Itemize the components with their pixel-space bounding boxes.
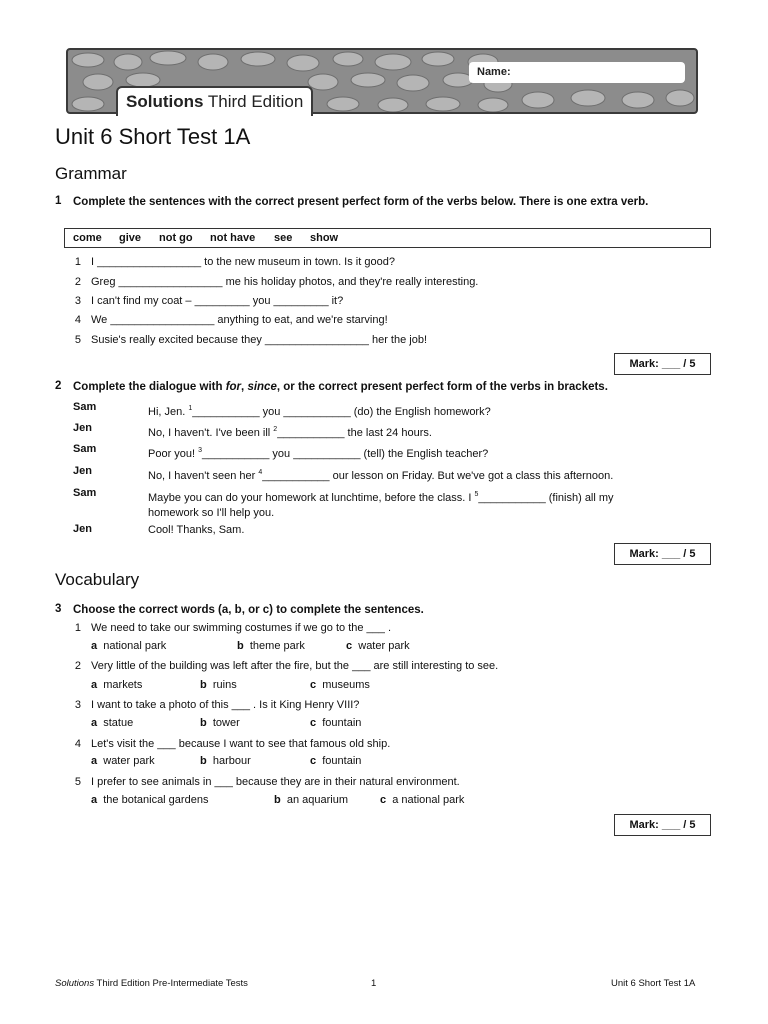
item-number: 2 <box>74 276 81 288</box>
item-number: 5 <box>74 334 81 346</box>
word: show <box>310 232 339 244</box>
option-letter: c <box>310 717 317 729</box>
question-instruction <box>73 380 693 395</box>
option-a[interactable] <box>91 679 142 691</box>
gap-number: 1 <box>188 405 193 412</box>
option-text: museums <box>322 679 370 691</box>
question-instruction: Choose the correct words (a, b, or c) to complete the sentences. <box>73 604 424 616</box>
line-text: No, I haven't. I've been ill <box>148 427 274 439</box>
line-text: ___________ you ___________ (do) the English homework? <box>192 406 491 418</box>
gap-fill-sentence: I _________________ to the new museum in town. Is it good? <box>91 256 395 268</box>
option-text: statue <box>103 717 134 729</box>
option-text: a national park <box>392 794 465 806</box>
gap-number: 5 <box>474 491 479 498</box>
word: not go <box>159 232 193 244</box>
page-number: 1 <box>371 978 377 989</box>
brand-bold: Solutions <box>126 92 204 111</box>
option-letter: c <box>380 794 387 806</box>
name-field[interactable] <box>469 62 685 83</box>
question-instruction: Complete the sentences with the correct present perfect form of the verbs below. There is one extra verb. <box>73 196 649 208</box>
question-sentence: I prefer to see animals in ___ because they are in their natural environment. <box>91 776 460 788</box>
footer-series: Solutions <box>55 978 95 989</box>
option-text: markets <box>103 679 143 691</box>
speaker: Sam <box>73 487 97 499</box>
speaker: Sam <box>73 401 97 413</box>
option-b[interactable] <box>274 794 348 806</box>
option-text: the botanical gardens <box>103 794 209 806</box>
option-letter: c <box>310 755 317 767</box>
question-sentence: Let's visit the ___ because I want to see that famous old ship. <box>91 738 391 750</box>
dialogue-line <box>148 487 658 521</box>
option-text: water park <box>358 640 410 652</box>
gap-number: 2 <box>273 426 278 433</box>
gap-fill-sentence: We _________________ anything to eat, and we're starving! <box>91 314 388 326</box>
item-number: 1 <box>74 622 81 634</box>
option-letter: a <box>91 755 98 767</box>
mark-box: Mark: ___ / 5 <box>614 543 711 565</box>
page-title: Unit 6 Short Test 1A <box>55 124 251 149</box>
keyword-for: for <box>225 381 242 393</box>
keyword-since: since <box>247 381 277 393</box>
dialogue-line <box>148 465 668 484</box>
option-letter: b <box>237 640 244 652</box>
question-sentence: We need to take our swimming costumes if we go to the ___ . <box>91 622 392 634</box>
gap-number: 3 <box>198 447 203 454</box>
option-a[interactable] <box>91 640 166 652</box>
option-b[interactable] <box>200 679 237 691</box>
option-letter: b <box>274 794 281 806</box>
gap-fill-sentence: Greg _________________ me his holiday photos, and they're really interesting. <box>91 276 479 288</box>
brand-logo <box>116 86 313 116</box>
word-box <box>64 228 711 248</box>
brand-rest: Third Edition <box>203 92 304 111</box>
item-number: 2 <box>74 660 81 672</box>
option-b[interactable] <box>200 755 251 767</box>
word: see <box>274 232 293 244</box>
option-text: theme park <box>249 640 305 652</box>
section-heading-vocabulary: Vocabulary <box>55 570 140 589</box>
gap-fill-sentence: Susie's really excited because they _________________ her the job! <box>91 334 428 346</box>
gap-number: 4 <box>258 469 263 476</box>
line-text: Cool! Thanks, Sam. <box>148 524 245 536</box>
option-letter: a <box>91 717 98 729</box>
line-text: ___________ (finish) all my homework so I'll help you. <box>148 492 614 519</box>
option-text: fountain <box>322 717 362 729</box>
speaker: Sam <box>73 443 97 455</box>
speaker: Jen <box>73 422 92 434</box>
option-b[interactable] <box>237 640 305 652</box>
gap-fill-sentence: I can't find my coat – _________ you _________ it? <box>91 295 344 307</box>
line-text: ___________ our lesson on Friday. But we've got a class this afternoon. <box>262 470 614 482</box>
name-label: Name: <box>477 66 511 78</box>
item-number: 3 <box>74 295 81 307</box>
option-text: tower <box>212 717 240 729</box>
instruction-sep: , <box>241 381 248 393</box>
option-text: fountain <box>322 755 362 767</box>
option-text: national park <box>103 640 167 652</box>
item-number: 5 <box>74 776 81 788</box>
option-text: an aquarium <box>286 794 349 806</box>
dialogue-line <box>148 443 668 462</box>
footer-right: Unit 6 Short Test 1A <box>611 978 696 989</box>
question-number: 2 <box>55 380 62 392</box>
line-text: No, I haven't seen her <box>148 470 259 482</box>
item-number: 4 <box>74 738 81 750</box>
option-letter: b <box>200 717 207 729</box>
line-text: Poor you! <box>148 448 199 460</box>
option-text: ruins <box>212 679 237 691</box>
option-c[interactable] <box>310 679 370 691</box>
question-sentence: I want to take a photo of this ___ . Is it King Henry VIII? <box>91 699 360 711</box>
option-text: harbour <box>212 755 251 767</box>
footer-book: Third Edition Pre-Intermediate Tests <box>94 978 248 989</box>
option-letter: a <box>91 794 98 806</box>
option-c[interactable] <box>310 717 361 729</box>
option-a[interactable] <box>91 755 155 767</box>
option-c[interactable] <box>310 755 361 767</box>
line-text: Hi, Jen. <box>148 406 189 418</box>
option-c[interactable] <box>346 640 410 652</box>
item-number: 3 <box>74 699 81 711</box>
question-number: 1 <box>55 195 62 207</box>
option-a[interactable] <box>91 717 133 729</box>
option-text: water park <box>103 755 155 767</box>
option-letter: c <box>346 640 353 652</box>
word: come <box>73 232 102 244</box>
footer-left <box>55 978 248 989</box>
mark-box: Mark: ___ / 5 <box>614 814 711 836</box>
word: give <box>119 232 142 244</box>
word: not have <box>210 232 256 244</box>
option-letter: b <box>200 679 207 691</box>
question-number: 3 <box>55 603 62 615</box>
question-sentence: Very little of the building was left after the fire, but the ___ are still interesting to see. <box>91 660 499 672</box>
speaker: Jen <box>73 523 92 535</box>
line-text: ___________ you ___________ (tell) the English teacher? <box>202 448 489 460</box>
line-text: Maybe you can do your homework at lunchtime, before the class. I <box>148 492 475 504</box>
instruction-part: , or the correct present perfect form of the verbs in brackets. <box>276 381 608 393</box>
section-heading-grammar: Grammar <box>55 164 127 183</box>
speaker: Jen <box>73 465 92 477</box>
dialogue-line <box>148 422 668 441</box>
option-letter: b <box>200 755 207 767</box>
option-b[interactable] <box>200 717 240 729</box>
dialogue-line <box>148 523 668 538</box>
option-letter: c <box>310 679 317 691</box>
mark-box: Mark: ___ / 5 <box>614 353 711 375</box>
option-a[interactable] <box>91 794 208 806</box>
option-letter: a <box>91 640 98 652</box>
line-text: ___________ the last 24 hours. <box>277 427 432 439</box>
option-letter: a <box>91 679 98 691</box>
item-number: 4 <box>74 314 81 326</box>
item-number: 1 <box>74 256 81 268</box>
option-c[interactable] <box>380 794 464 806</box>
instruction-part: Complete the dialogue with <box>73 381 226 393</box>
dialogue-line <box>148 401 668 420</box>
